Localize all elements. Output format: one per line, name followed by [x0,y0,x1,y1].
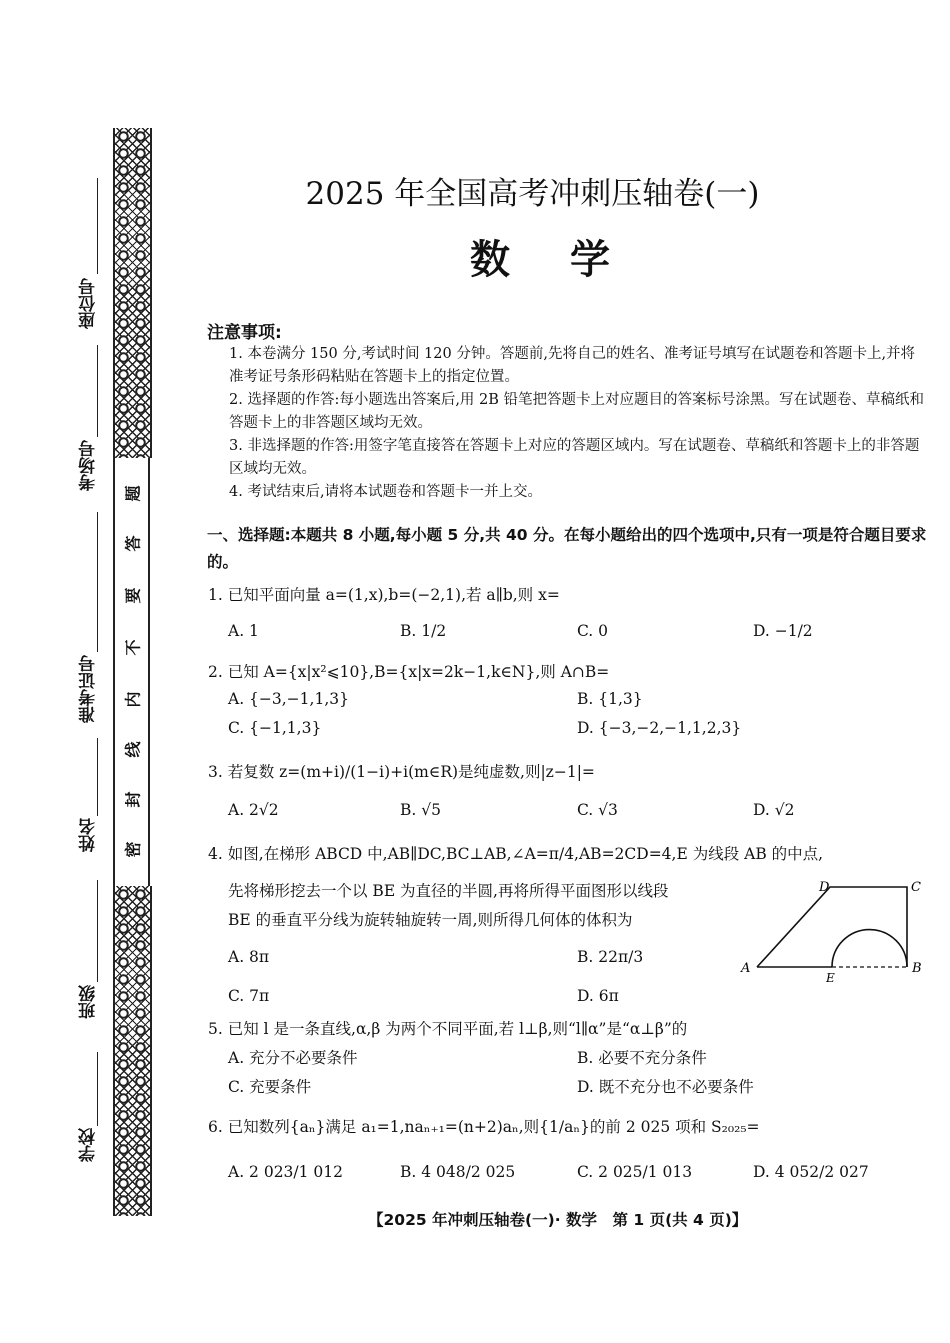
q1-option-a: A. 1 [228,622,259,640]
point-label-b: B [912,961,922,976]
q5-option-b: B. 必要不充分条件 [577,1049,707,1067]
notice-heading: 注意事项: [207,323,282,343]
q5-option-a: A. 充分不必要条件 [228,1049,358,1067]
border-pattern-bottom [113,886,152,1216]
exam-title: 2025 年全国高考冲刺压轴卷(一) [305,176,760,212]
seal-border-left [113,458,115,886]
q4-option-b: B. 22π/3 [577,948,644,966]
exam-room-line [97,345,98,437]
q1-option-c: C. 0 [577,622,609,640]
q5-option-d: D. 既不充分也不必要条件 [577,1078,754,1096]
q6-option-b: B. 4 048/2 025 [400,1163,516,1181]
question-1-stem: 1. 已知平面向量 a=(1,x),b=(−2,1),若 a∥b,则 x= [208,586,560,604]
school-label: 学校 [79,1128,99,1162]
question-4-stem-line1: 4. 如图,在梯形 ABCD 中,AB∥DC,BC⊥AB,∠A=π/4,AB=2CD=4,E 为线段 AB 的中点, [208,845,824,863]
seal-char: 题 [123,485,143,502]
q2-option-b: B. {1,3} [577,690,643,708]
point-label-e: E [826,971,835,985]
q6-option-c: C. 2 025/1 013 [577,1163,693,1181]
q3-option-c: C. √3 [577,801,618,819]
seal-char: 密 [123,841,143,858]
class-label: 班级 [79,985,99,1019]
name-line [97,738,98,816]
q3-option-b: B. √5 [400,801,441,819]
q4-option-a: A. 8π [228,948,270,966]
question-6-stem: 6. 已知数列{aₙ}满足 a₁=1,naₙ₊₁=(n+2)aₙ,则{1/aₙ}的前 2 025 项和 S₂₀₂₅= [208,1118,760,1136]
question-2-stem: 2. 已知 A={x|x²⩽10},B={x|x=2k−1,k∈N},则 A∩B= [208,663,610,681]
q1-option-b: B. 1/2 [400,622,447,640]
school-line [97,1052,98,1126]
seal-char: 不 [123,639,143,656]
notice-item: 4. 考试结束后,请将本试题卷和答题卡一并上交。 [229,484,543,500]
point-label-c: C [911,880,921,895]
question-4-stem-line3: BE 的垂直平分线为旋转轴旋转一周,则所得几何体的体积为 [228,911,633,929]
section-heading: 一、选择题:本题共 8 小题,每小题 5 分,共 40 分。在每小题给出的四个选项中,只有一项是符合题目要求的。 [207,526,927,571]
notice-item: 1. 本卷满分 150 分,考试时间 120 分钟。答题前,先将自己的姓名、准考证号填写在试题卷和答题卡上,并将准考证号条形码粘贴在答题卡上的指定位置。 [229,346,916,385]
exam-room-label: 考场号 [79,440,99,491]
class-line [97,880,98,982]
ticket-number-label: 准考证号 [79,655,99,723]
ticket-number-line [97,512,98,652]
notice-item: 2. 选择题的作答:每小题选出答案后,用 2B 铅笔把答题卡上对应题目的答案标号涂黑。写在试题卷、草稿纸和答题卡上的非答题区域均无效。 [229,392,925,431]
question-3-stem: 3. 若复数 z=(m+i)/(1−i)+i(m∈R)是纯虚数,则|z−1|= [208,763,595,781]
q6-option-d: D. 4 052/2 027 [753,1163,869,1181]
q3-option-a: A. 2√2 [228,801,279,819]
q2-option-c: C. {−1,1,3} [228,719,322,737]
seal-char: 线 [123,741,143,758]
seal-char: 要 [123,587,143,604]
name-label: 姓名 [79,818,99,852]
trapezoid-outline [757,887,907,967]
seal-char: 答 [123,535,143,552]
subject-title: 数学 [470,237,670,283]
q4-option-c: C. 7π [228,987,270,1005]
semicircle-arc [832,930,907,967]
point-label-d: D [819,880,830,895]
q1-option-d: D. −1/2 [753,622,813,640]
trapezoid-figure [735,875,930,985]
notice-item: 3. 非选择题的作答:用签字笔直接答在答题卡上对应的答题区域内。写在试题卷、草稿纸和答题卡上的非答题区域均无效。 [229,438,920,477]
seat-number-label: 座位号 [79,278,99,329]
seal-char: 封 [123,791,143,808]
seal-border-right [148,458,150,886]
q3-option-d: D. √2 [753,801,795,819]
page-footer: 【2025 年冲刺压轴卷(一)· 数学 第 1 页(共 4 页)】 [368,1211,748,1229]
point-label-a: A [741,961,751,976]
question-4-stem-line2: 先将梯形挖去一个以 BE 为直径的半圆,再将所得平面图形以线段 [228,882,669,900]
seal-char: 内 [123,691,143,708]
q2-option-d: D. {−3,−2,−1,1,2,3} [577,719,742,737]
q5-option-c: C. 充要条件 [228,1078,312,1096]
q2-option-a: A. {−3,−1,1,3} [228,690,349,708]
question-5-stem: 5. 已知 l 是一条直线,α,β 为两个不同平面,若 l⊥β,则“l∥α”是“α⊥β”的 [208,1020,688,1038]
q6-option-a: A. 2 023/1 012 [228,1163,344,1181]
q4-option-d: D. 6π [577,987,619,1005]
